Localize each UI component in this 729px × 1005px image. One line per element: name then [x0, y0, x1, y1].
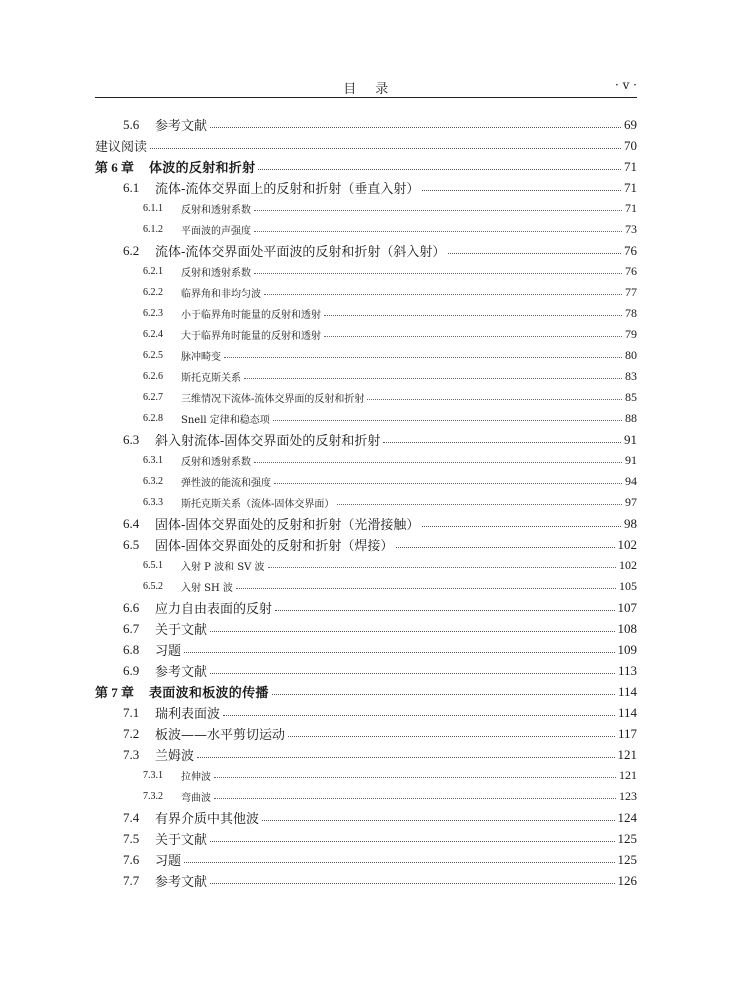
toc-entry-title: 反射和透射系数: [181, 457, 251, 468]
toc-entry-page: 124: [617, 809, 637, 825]
toc-entry-number: 6.2: [123, 242, 140, 258]
dot-leader: [197, 756, 614, 758]
toc-section-entry[interactable]: [95, 849, 637, 870]
toc-entry-number: 7.2: [123, 725, 140, 741]
toc-entry-number: 6.8: [123, 641, 140, 657]
toc-entry-number: 6.4: [123, 515, 140, 531]
toc-entry-page: 97: [625, 495, 637, 509]
toc-entry-title: 参考文献: [155, 665, 208, 680]
toc-entry-number: 5.6: [123, 116, 140, 132]
toc-entry-number: 6.2.8: [143, 413, 163, 424]
toc-entry-page: 83: [625, 369, 637, 383]
toc-entry-title: 弹性波的能流和强度: [181, 478, 271, 489]
toc-entry-title: Snell 定律和稳态项: [181, 415, 270, 426]
toc-entry-title: 反射和透射系数: [181, 268, 251, 279]
toc-subsection-entry[interactable]: [95, 282, 637, 303]
toc-entry-title: 斯托克斯关系: [181, 373, 241, 384]
toc-entry-title: 关于文献: [155, 833, 208, 848]
toc-section-entry[interactable]: [95, 723, 637, 744]
toc-entry-title: 板波——水平剪切运动: [155, 728, 286, 743]
toc-entry-page: 121: [619, 768, 637, 782]
toc-entry-title: 斯托克斯关系（流体-固体交界面）: [181, 499, 335, 510]
toc-entry-page: 114: [617, 704, 637, 720]
toc-entry-page: 88: [625, 411, 637, 425]
toc-entry-number: 7.3.1: [143, 770, 163, 781]
toc-entry-title: 三维情况下流体-流体交界面的反射和折射: [181, 394, 365, 405]
toc-entry-page: 117: [617, 725, 637, 741]
toc-entry-page: 85: [625, 390, 637, 404]
dot-leader: [272, 693, 615, 695]
dot-leader: [422, 525, 621, 527]
toc-subsection-entry[interactable]: [95, 786, 637, 807]
dot-leader: [254, 209, 622, 211]
dot-leader: [214, 797, 616, 799]
header-rule: [95, 97, 637, 98]
toc-entry-page: 76: [624, 242, 637, 258]
toc-entry-number: 6.6: [123, 599, 140, 615]
toc-subsection-entry[interactable]: [95, 492, 637, 513]
dot-leader: [210, 126, 621, 128]
dot-leader: [275, 609, 614, 611]
toc-section-entry[interactable]: [95, 702, 637, 723]
toc-entry-number: 6.2.1: [143, 266, 163, 277]
toc-entry-number: 6.9: [123, 662, 140, 678]
dot-leader: [254, 461, 622, 463]
toc-entry-page: 76: [625, 264, 637, 278]
toc-entry-page: 113: [617, 662, 637, 678]
toc-section-entry[interactable]: [95, 660, 637, 681]
toc-entry-title: 反射和透射系数: [181, 205, 251, 216]
toc-subsection-entry[interactable]: [95, 198, 637, 219]
toc-entry-title: 临界角和非均匀波: [181, 289, 261, 300]
page-header: [95, 74, 637, 98]
toc-section-entry[interactable]: [95, 513, 637, 534]
toc-entry-title: 应力自由表面的反射: [155, 602, 273, 617]
toc-entry-number: 6.2.4: [143, 329, 163, 340]
toc-entry-title: 流体-流体交界面上的反射和折射（垂直入射）: [155, 182, 420, 197]
toc-entry-title: 弯曲波: [181, 793, 211, 804]
toc-entry-title: 建议阅读: [95, 140, 148, 155]
toc-subsection-entry[interactable]: [95, 366, 637, 387]
toc-subsection-entry[interactable]: [95, 408, 637, 429]
toc-section-entry[interactable]: [95, 618, 637, 639]
toc-entry-page: 79: [625, 327, 637, 341]
toc-entry-number: 6.2.6: [143, 371, 163, 382]
toc-entry-number: 6.1.2: [143, 224, 163, 235]
toc-entry-page: 70: [624, 137, 637, 153]
dot-leader: [383, 441, 621, 443]
toc-entry-title: 兰姆波: [155, 749, 195, 764]
toc-subsection-entry[interactable]: [95, 324, 637, 345]
dot-leader: [448, 252, 621, 254]
dot-leader: [210, 672, 615, 674]
toc-section-entry[interactable]: [95, 807, 637, 828]
toc-entry-title: 有界介质中其他波: [155, 812, 260, 827]
toc-entry-page: 102: [617, 536, 637, 552]
toc-entry-page: 105: [619, 579, 637, 593]
toc-entry-number: 7.3: [123, 746, 140, 762]
toc-entry-number: 第 6 章: [95, 160, 135, 175]
dot-leader: [254, 272, 622, 274]
dot-leader: [324, 314, 622, 316]
toc-entry-page: 80: [625, 348, 637, 362]
toc-entry-title: 小于临界角时能量的反射和透射: [181, 310, 321, 321]
dot-leader: [236, 587, 616, 589]
toc-entry-title: 大于临界角时能量的反射和透射: [181, 331, 321, 342]
dot-leader: [422, 189, 621, 191]
toc-entry-page: 107: [617, 599, 637, 615]
dot-leader: [184, 651, 614, 653]
toc-entry-page: 123: [619, 789, 637, 803]
toc-entry-page: 71: [624, 179, 637, 195]
dot-leader: [273, 419, 622, 421]
toc-entry-number: 6.5: [123, 536, 140, 552]
dot-leader: [210, 882, 614, 884]
dot-leader: [254, 230, 622, 232]
toc-entry-page: 108: [617, 620, 637, 636]
toc-subsection-entry[interactable]: [95, 576, 637, 597]
toc-section-entry[interactable]: [95, 114, 637, 135]
header-title: 目 录: [343, 82, 389, 97]
toc-chapter-entry[interactable]: [95, 156, 637, 177]
toc-section-entry[interactable]: [95, 135, 637, 156]
toc-entry-title: 瑞利表面波: [155, 707, 221, 722]
toc-entry-number: 6.2.2: [143, 287, 163, 298]
dot-leader: [210, 840, 614, 842]
toc-entry-page: 71: [625, 201, 637, 215]
toc-entry-number: 6.5.1: [143, 560, 163, 571]
dot-leader: [324, 335, 622, 337]
toc-entry-title: 参考文献: [155, 119, 208, 134]
toc-entry-number: 6.1.1: [143, 203, 163, 214]
toc-entry-title: 固体-固体交界面处的反射和折射（焊接）: [155, 539, 394, 554]
table-of-contents: [95, 114, 637, 891]
dot-leader: [184, 861, 614, 863]
toc-entry-number: 7.7: [123, 872, 140, 888]
toc-entry-number: 7.1: [123, 704, 140, 720]
toc-entry-page: 91: [624, 431, 637, 447]
toc-entry-title: 关于文献: [155, 623, 208, 638]
dot-leader: [258, 168, 621, 170]
dot-leader: [224, 356, 622, 358]
toc-entry-number: 6.2.5: [143, 350, 163, 361]
toc-entry-number: 6.5.2: [143, 581, 163, 592]
toc-entry-number: 6.3.2: [143, 476, 163, 487]
toc-entry-number: 7.4: [123, 809, 140, 825]
toc-subsection-entry[interactable]: [95, 303, 637, 324]
toc-subsection-entry[interactable]: [95, 219, 637, 240]
toc-entry-page: 98: [624, 515, 637, 531]
toc-entry-number: 6.3.1: [143, 455, 163, 466]
toc-entry-page: 94: [625, 474, 637, 488]
toc-entry-number: 7.3.2: [143, 791, 163, 802]
dot-leader: [150, 147, 621, 149]
dot-leader: [367, 398, 622, 400]
toc-entry-page: 125: [617, 830, 637, 846]
toc-entry-number: 6.3: [123, 431, 140, 447]
toc-section-entry[interactable]: [95, 744, 637, 765]
toc-entry-title: 入射 P 波和 SV 波: [181, 562, 265, 573]
toc-section-entry[interactable]: [95, 240, 637, 261]
toc-entry-number: 6.7: [123, 620, 140, 636]
toc-subsection-entry[interactable]: [95, 765, 637, 786]
dot-leader: [223, 714, 615, 716]
toc-entry-title: 表面波和板波的传播: [149, 686, 269, 701]
toc-entry-number: 7.6: [123, 851, 140, 867]
toc-entry-page: 71: [624, 158, 637, 174]
header-page-number: · v ·: [614, 78, 637, 92]
toc-entry-title: 脉冲畸变: [181, 352, 221, 363]
toc-entry-number: 第 7 章: [95, 685, 135, 700]
toc-entry-page: 69: [624, 116, 637, 132]
toc-entry-number: 6.2.3: [143, 308, 163, 319]
dot-leader: [214, 776, 616, 778]
dot-leader: [337, 503, 622, 505]
dot-leader: [268, 566, 616, 568]
dot-leader: [264, 293, 622, 295]
toc-entry-page: 78: [625, 306, 637, 320]
toc-section-entry[interactable]: [95, 870, 637, 891]
toc-entry-title: 体波的反射和折射: [149, 161, 256, 176]
dot-leader: [396, 546, 614, 548]
toc-entry-title: 参考文献: [155, 875, 208, 890]
toc-subsection-entry[interactable]: [95, 345, 637, 366]
toc-entry-title: 习题: [155, 644, 182, 659]
toc-subsection-entry[interactable]: [95, 450, 637, 471]
toc-section-entry[interactable]: [95, 828, 637, 849]
toc-entry-title: 斜入射流体-固体交界面处的反射和折射: [155, 434, 381, 449]
toc-entry-title: 平面波的声强度: [181, 226, 251, 237]
toc-entry-title: 流体-流体交界面处平面波的反射和折射（斜入射）: [155, 245, 446, 260]
toc-entry-page: 125: [617, 851, 637, 867]
toc-entry-number: 6.1: [123, 179, 140, 195]
dot-leader: [288, 735, 615, 737]
toc-entry-page: 91: [625, 453, 637, 467]
toc-section-entry[interactable]: [95, 639, 637, 660]
toc-section-entry[interactable]: [95, 429, 637, 450]
toc-entry-title: 拉伸波: [181, 772, 211, 783]
toc-entry-page: 114: [617, 683, 637, 699]
toc-section-entry[interactable]: [95, 597, 637, 618]
dot-leader: [244, 377, 622, 379]
toc-subsection-entry[interactable]: [95, 261, 637, 282]
toc-entry-page: 121: [617, 746, 637, 762]
dot-leader: [274, 482, 622, 484]
toc-subsection-entry[interactable]: [95, 471, 637, 492]
toc-entry-page: 109: [617, 641, 637, 657]
dot-leader: [262, 819, 614, 821]
toc-subsection-entry[interactable]: [95, 387, 637, 408]
toc-entry-title: 固体-固体交界面处的反射和折射（光滑接触）: [155, 518, 420, 533]
toc-section-entry[interactable]: [95, 177, 637, 198]
toc-subsection-entry[interactable]: [95, 555, 637, 576]
toc-entry-number: 6.2.7: [143, 392, 163, 403]
toc-entry-page: 126: [617, 872, 637, 888]
dot-leader: [210, 630, 614, 632]
toc-entry-page: 102: [619, 558, 637, 572]
toc-section-entry[interactable]: [95, 534, 637, 555]
toc-entry-number: 6.3.3: [143, 497, 163, 508]
toc-entry-number: 7.5: [123, 830, 140, 846]
toc-entry-title: 习题: [155, 854, 182, 869]
toc-chapter-entry[interactable]: [95, 681, 637, 702]
toc-entry-page: 73: [625, 222, 637, 236]
toc-entry-page: 77: [625, 285, 637, 299]
toc-entry-title: 入射 SH 波: [181, 583, 233, 594]
